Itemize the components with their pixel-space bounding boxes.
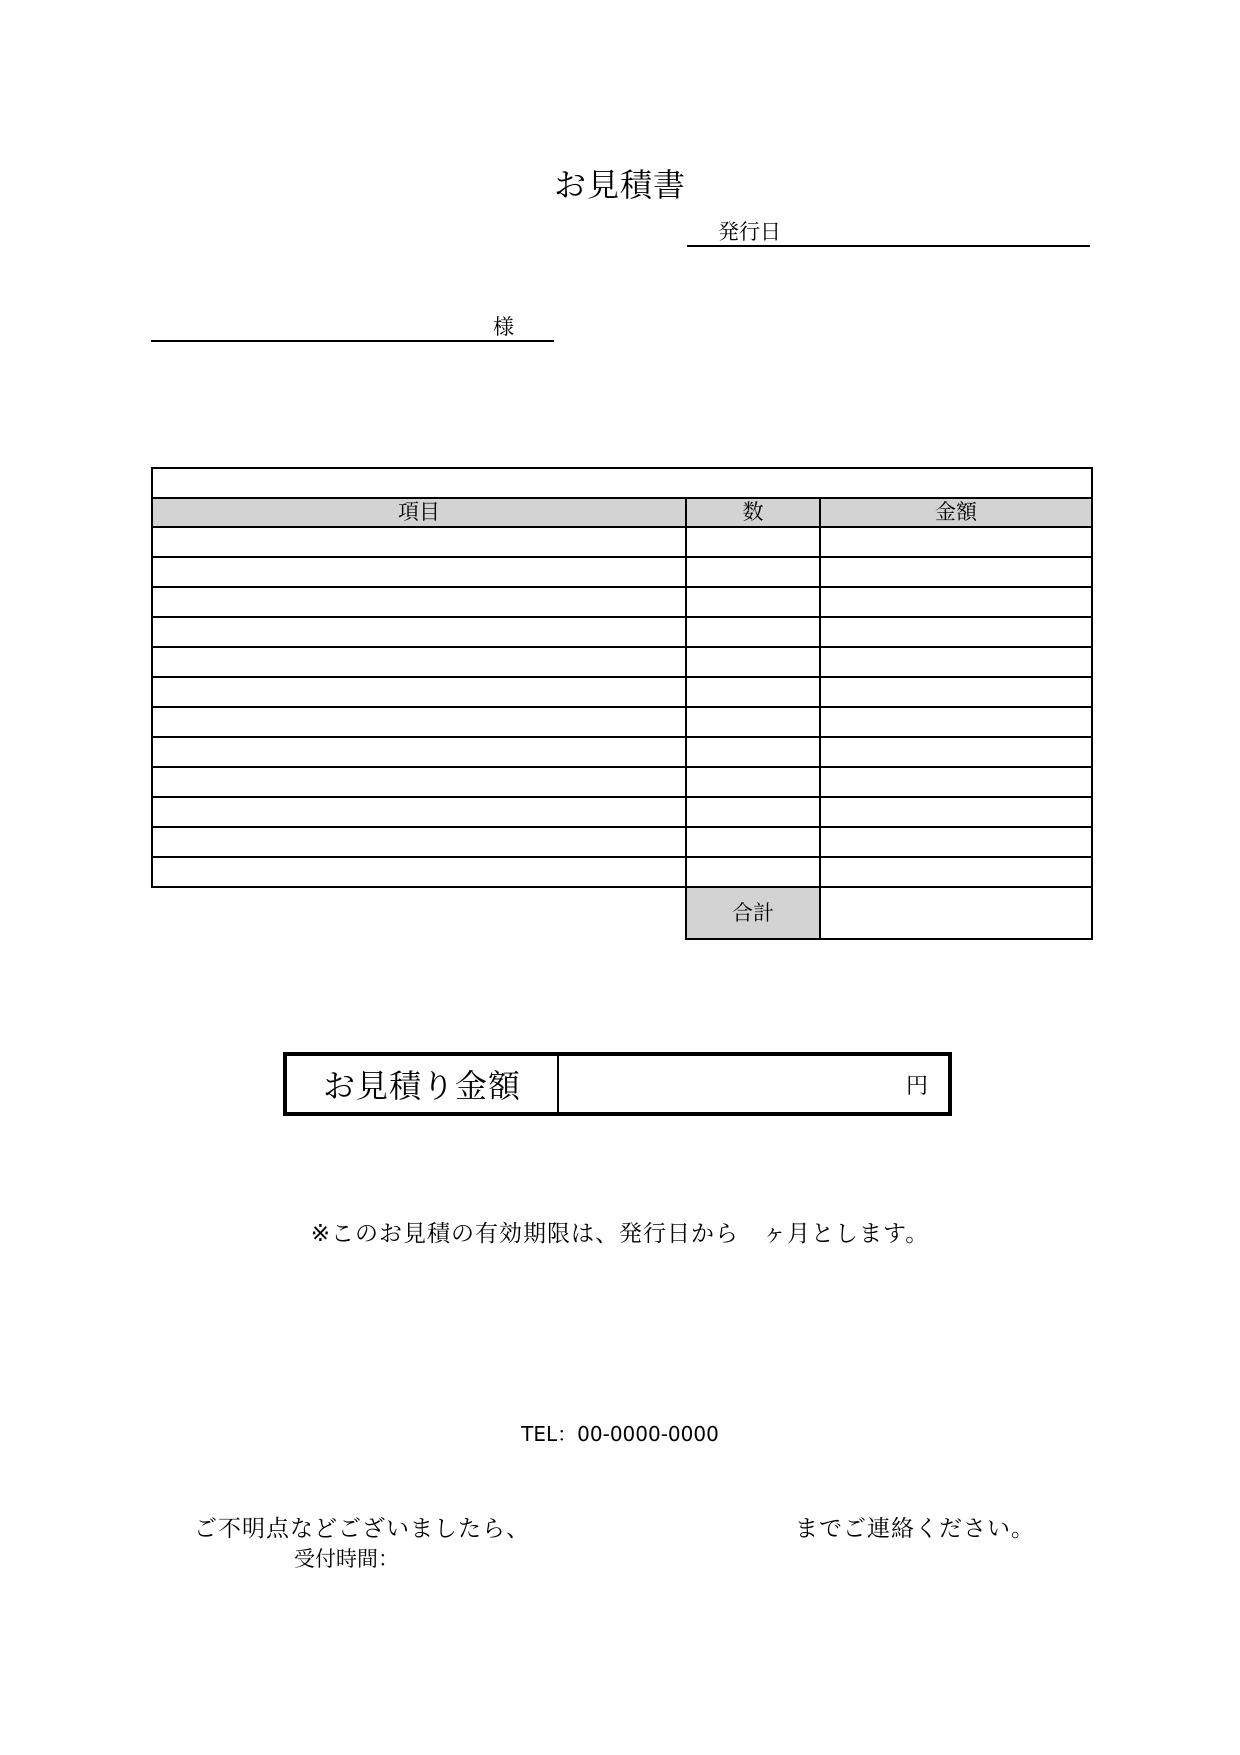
amount-cell[interactable] xyxy=(820,527,1092,557)
table-row xyxy=(152,587,1092,617)
quantity-cell[interactable] xyxy=(686,617,820,647)
total-value[interactable] xyxy=(820,887,1092,939)
amount-cell[interactable] xyxy=(820,737,1092,767)
quantity-cell[interactable] xyxy=(686,767,820,797)
amount-cell[interactable] xyxy=(820,587,1092,617)
table-top-row xyxy=(152,468,1092,498)
estimate-amount-label: お見積り金額 xyxy=(287,1056,559,1112)
table-row xyxy=(152,767,1092,797)
table-row xyxy=(152,617,1092,647)
estimate-amount-value[interactable] xyxy=(559,1056,948,1112)
item-cell[interactable] xyxy=(152,857,686,887)
business-hours-label: 受付時間： xyxy=(294,1547,399,1571)
table-row xyxy=(152,677,1092,707)
document-title: お見積書 xyxy=(553,166,686,204)
item-cell[interactable] xyxy=(152,647,686,677)
validity-note: ※このお見積の有効期限は、発行日から ヶ月とします。 xyxy=(310,1221,930,1247)
header-item: 項目 xyxy=(152,498,686,527)
amount-cell[interactable] xyxy=(820,797,1092,827)
item-cell[interactable] xyxy=(152,797,686,827)
quantity-cell[interactable] xyxy=(686,557,820,587)
amount-cell[interactable] xyxy=(820,617,1092,647)
table-row xyxy=(152,797,1092,827)
table-row xyxy=(152,527,1092,557)
quantity-cell[interactable] xyxy=(686,857,820,887)
amount-cell[interactable] xyxy=(820,647,1092,677)
estimate-amount-box xyxy=(283,1052,952,1116)
quantity-cell[interactable] xyxy=(686,647,820,677)
items-table xyxy=(151,467,1093,940)
amount-cell[interactable] xyxy=(820,557,1092,587)
quantity-cell[interactable] xyxy=(686,827,820,857)
table-row xyxy=(152,647,1092,677)
issue-date-line[interactable] xyxy=(687,245,1090,247)
quantity-cell[interactable] xyxy=(686,527,820,557)
amount-cell[interactable] xyxy=(820,827,1092,857)
total-label: 合計 xyxy=(686,887,820,939)
item-cell[interactable] xyxy=(152,827,686,857)
table-row xyxy=(152,557,1092,587)
item-cell[interactable] xyxy=(152,737,686,767)
item-cell[interactable] xyxy=(152,557,686,587)
amount-cell[interactable] xyxy=(820,707,1092,737)
amount-cell[interactable] xyxy=(820,677,1092,707)
header-quantity: 数 xyxy=(686,498,820,527)
quantity-cell[interactable] xyxy=(686,797,820,827)
customer-name-line[interactable] xyxy=(151,340,554,342)
table-top-cell[interactable] xyxy=(152,468,1092,498)
quantity-cell[interactable] xyxy=(686,737,820,767)
issue-date-label: 発行日 xyxy=(718,220,781,244)
item-cell[interactable] xyxy=(152,617,686,647)
table-row xyxy=(152,857,1092,887)
contact-tel: TEL：00-0000-0000 xyxy=(521,1422,719,1446)
customer-suffix: 様 xyxy=(493,315,514,339)
amount-cell[interactable] xyxy=(820,767,1092,797)
total-spacer xyxy=(152,887,686,939)
quantity-cell[interactable] xyxy=(686,587,820,617)
quantity-cell[interactable] xyxy=(686,677,820,707)
contact-text-left: ご不明点などございましたら、 xyxy=(194,1516,530,1542)
table-row xyxy=(152,707,1092,737)
amount-cell[interactable] xyxy=(820,857,1092,887)
currency-unit: 円 xyxy=(905,1073,928,1099)
item-cell[interactable] xyxy=(152,767,686,797)
item-cell[interactable] xyxy=(152,677,686,707)
header-amount: 金額 xyxy=(820,498,1092,527)
table-row xyxy=(152,737,1092,767)
item-cell[interactable] xyxy=(152,587,686,617)
table-row xyxy=(152,827,1092,857)
item-cell[interactable] xyxy=(152,707,686,737)
contact-text-right: までご連絡ください。 xyxy=(795,1516,1035,1542)
item-cell[interactable] xyxy=(152,527,686,557)
total-row xyxy=(152,887,1092,939)
table-header-row xyxy=(152,498,1092,527)
quantity-cell[interactable] xyxy=(686,707,820,737)
